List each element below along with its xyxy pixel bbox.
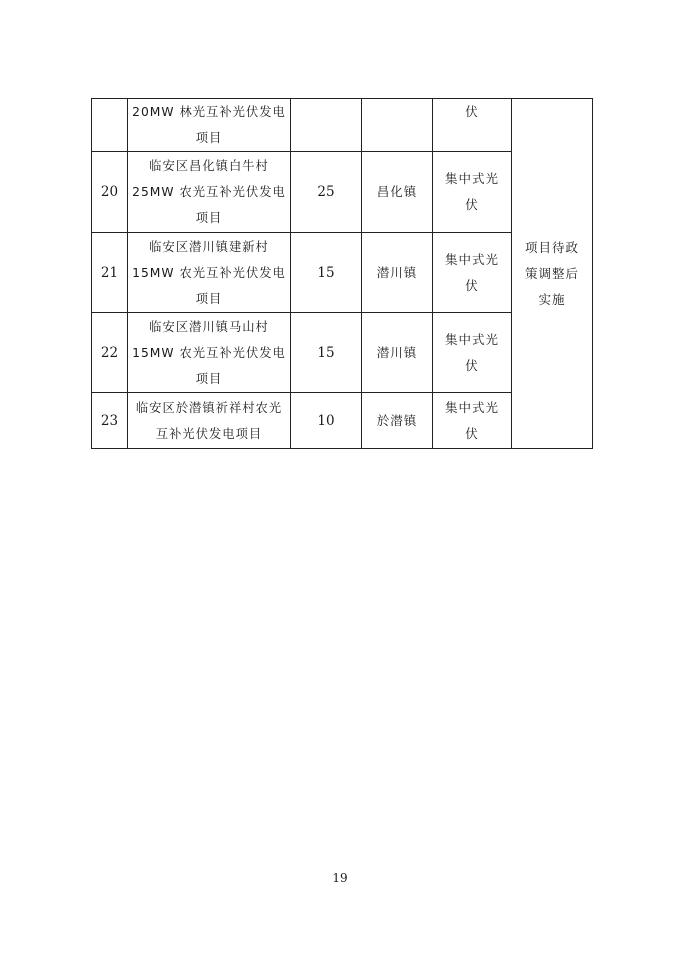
project-table [91,98,593,449]
type-cell [433,99,512,152]
project-name-line: 项目 [195,211,223,225]
type-line: 集中式光 [444,171,499,186]
remark-line: 策调整后 [524,265,579,281]
type-line: 伏 [465,197,479,212]
project-name-line: 20MW 林光互补光伏发电 [132,105,286,119]
project-name [128,152,291,233]
row-number: 20 [92,152,128,233]
type-line: 伏 [465,104,479,119]
project-name-line: 项目 [195,291,223,306]
table-row [92,99,593,152]
row-number: 22 [92,313,128,393]
row-number: 21 [92,233,128,313]
type-line: 伏 [465,425,479,441]
project-name [128,233,291,313]
type-line: 伏 [465,357,479,373]
project-name-line: 项目 [195,131,223,145]
project-name-line: 项目 [195,371,223,386]
town-cell: 潜川镇 [362,313,433,393]
project-name-line: 临安区於潜镇祈祥村农光 [135,400,283,415]
page-number: 19 [332,871,348,885]
type-cell [433,393,512,449]
project-name-line: 临安区潜川镇建新村 [149,239,269,254]
project-name [128,99,291,152]
project-name-line: 15MW 农光互补光伏发电 [132,265,286,280]
town-cell: 於潜镇 [362,393,433,449]
capacity-cell: 15 [291,233,362,313]
project-name-line: 互补光伏发电项目 [155,426,263,441]
capacity-cell [291,99,362,152]
project-name [128,393,291,449]
town-cell: 潜川镇 [362,233,433,313]
type-line: 集中式光 [444,331,499,347]
remark-cell [512,99,593,449]
type-line: 集中式光 [444,251,499,267]
type-line: 集中式光 [444,399,499,415]
project-name-line: 15MW 农光互补光伏发电 [132,345,286,360]
town-cell [362,99,433,152]
capacity-cell: 10 [291,393,362,449]
capacity-cell: 15 [291,313,362,393]
town-cell: 昌化镇 [362,152,433,233]
row-number [92,99,128,152]
type-line: 伏 [465,277,479,293]
row-number: 23 [92,393,128,449]
type-cell [433,313,512,393]
remark-line: 项目待政 [524,239,579,255]
remark-line: 实施 [538,291,566,307]
capacity-cell: 25 [291,152,362,233]
project-name-line: 25MW 农光互补光伏发电 [132,185,286,199]
type-cell [433,233,512,313]
project-name-line: 临安区潜川镇马山村 [149,319,269,334]
project-name-line: 临安区昌化镇白牛村 [149,159,269,173]
project-name [128,313,291,393]
type-cell [433,152,512,233]
